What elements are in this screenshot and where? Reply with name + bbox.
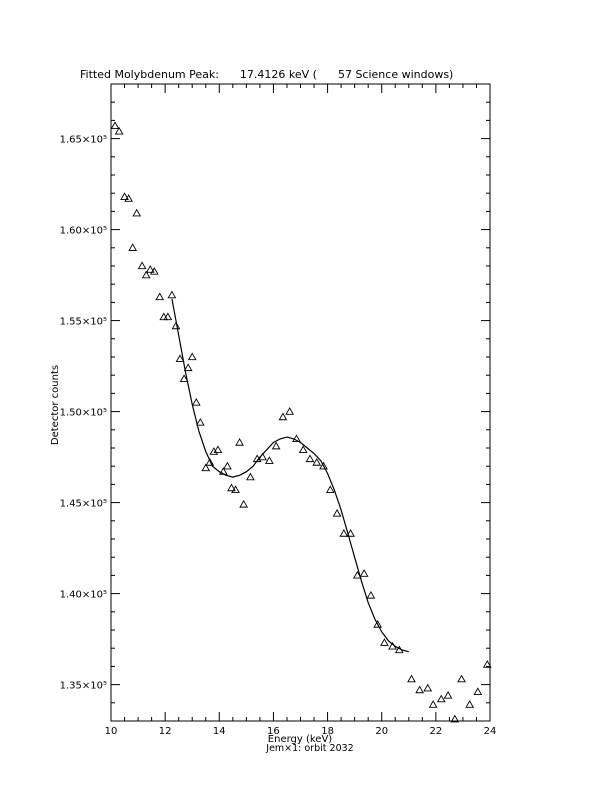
fit-line xyxy=(172,299,409,652)
x-tick-label: 16 xyxy=(267,726,280,737)
data-point xyxy=(438,696,445,702)
data-point xyxy=(306,455,313,461)
y-tick-label: 1.50×10⁵ xyxy=(59,407,107,419)
data-point xyxy=(367,592,374,598)
data-point xyxy=(129,244,136,250)
data-point xyxy=(193,399,200,405)
x-tick-label: 18 xyxy=(321,726,334,737)
data-point xyxy=(197,419,204,425)
data-point xyxy=(466,701,473,707)
data-point xyxy=(224,463,231,469)
x-tick-label: 20 xyxy=(375,726,389,737)
data-point xyxy=(139,262,146,268)
data-point xyxy=(424,685,431,691)
data-point xyxy=(247,474,254,480)
data-point xyxy=(279,413,286,419)
y-tick-label: 1.35×10⁵ xyxy=(59,680,107,692)
data-point xyxy=(236,439,243,445)
chart-subtitle: Jem×1: orbit 2032 xyxy=(266,743,354,754)
data-point xyxy=(416,686,423,692)
y-tick-label: 1.65×10⁵ xyxy=(59,134,107,146)
y-tick-label: 1.40×10⁵ xyxy=(59,589,107,601)
data-point xyxy=(458,676,465,682)
x-tick-label: 10 xyxy=(104,726,118,737)
data-point xyxy=(361,570,368,576)
data-point xyxy=(168,292,175,298)
y-axis-label: Detector counts xyxy=(50,364,61,446)
data-point xyxy=(156,293,163,299)
data-point xyxy=(340,530,347,536)
data-point xyxy=(444,692,451,698)
data-point xyxy=(133,210,140,216)
data-point xyxy=(273,443,280,449)
data-point xyxy=(111,122,118,128)
x-tick-label: 14 xyxy=(212,726,226,737)
data-point xyxy=(430,701,437,707)
data-point xyxy=(333,510,340,516)
data-point xyxy=(189,353,196,359)
fit-curve xyxy=(172,299,409,652)
data-points xyxy=(111,122,490,722)
chart-title: Fitted Molybdenum Peak: 17.4126 keV ( 57 Science windows) xyxy=(80,68,454,81)
x-tick-label: 12 xyxy=(158,726,172,737)
data-point xyxy=(286,408,293,414)
y-tick-label: 1.60×10⁵ xyxy=(59,225,107,237)
y-tick-label: 1.45×10⁵ xyxy=(59,498,107,510)
data-point xyxy=(266,457,273,463)
x-axis-label: Energy (keV) xyxy=(267,734,333,745)
plot-frame xyxy=(111,84,490,721)
x-tick-label: 24 xyxy=(483,726,497,737)
data-point xyxy=(408,676,415,682)
axes xyxy=(60,84,497,737)
x-tick-label: 22 xyxy=(429,726,443,737)
data-point xyxy=(381,639,388,645)
data-point xyxy=(474,688,481,694)
data-point xyxy=(240,501,247,507)
y-tick-label: 1.55×10⁵ xyxy=(59,316,107,328)
